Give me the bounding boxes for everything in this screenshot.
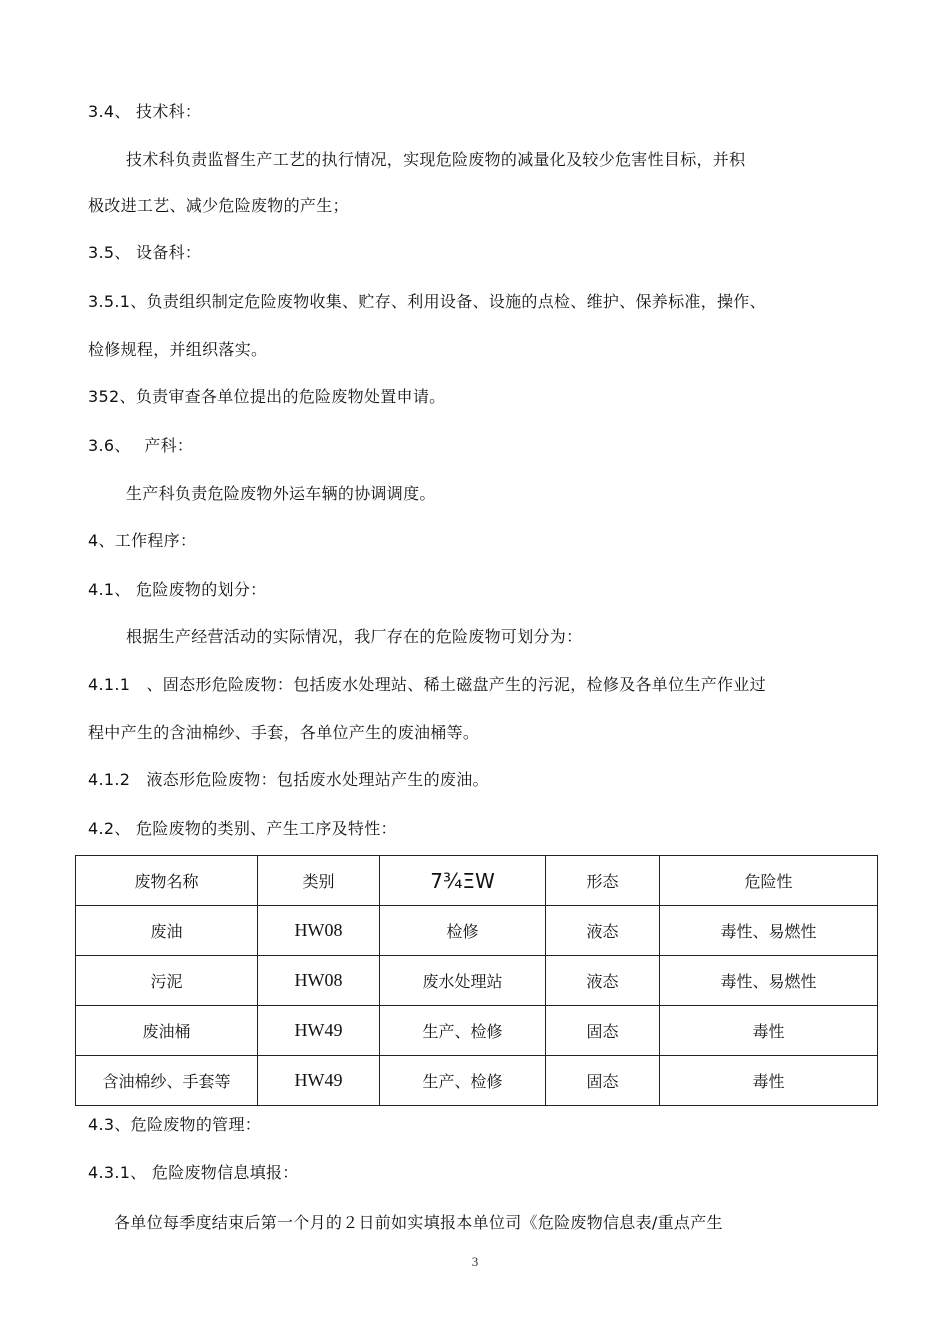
- table-cell: HW49: [258, 1006, 380, 1056]
- table-cell: 毒性、易燃性: [660, 956, 878, 1006]
- section-heading-4: 4、工作程序：: [88, 531, 197, 550]
- table-cell: 毒性: [660, 1006, 878, 1056]
- table-row: [76, 906, 878, 956]
- table-header-row: [76, 856, 878, 906]
- table-cell: 检修: [380, 906, 546, 956]
- header-cell: 危险性: [660, 856, 878, 906]
- paragraph-text: 4.1.2 液态形危险废物：包括废水处理站产生的废油。: [88, 770, 489, 789]
- section-heading-4-2: 4.2、 危险废物的类别、产生工序及特性：: [88, 819, 397, 838]
- header-cell: 7¾ΞW: [380, 856, 546, 906]
- table-cell: 生产、检修: [380, 1056, 546, 1106]
- header-cell: 形态: [546, 856, 660, 906]
- table-cell: 液态: [546, 956, 660, 1006]
- table-cell: 固态: [546, 1056, 660, 1106]
- page-number: 3: [471, 1254, 479, 1269]
- table-cell: 废油: [76, 906, 258, 956]
- paragraph-text: 程中产生的含油棉纱、手套，各单位产生的废油桶等。: [88, 723, 480, 742]
- table-cell: HW08: [258, 906, 380, 956]
- table-row: [76, 956, 878, 1006]
- section-heading-4-3-1: 4.3.1、 危险废物信息填报：: [88, 1163, 299, 1182]
- paragraph-text: 各单位每季度结束后第一个月的２日前如实填报本单位司《危险废物信息表/重点产生: [114, 1213, 723, 1232]
- paragraph-text: 352、负责审查各单位提出的危险废物处置申请。: [88, 387, 446, 406]
- section-heading-4-1: 4.1、 危险废物的划分：: [88, 580, 267, 599]
- table-cell: 固态: [546, 1006, 660, 1056]
- section-heading-3-5: 3.5、 设备科：: [88, 243, 202, 262]
- paragraph-text: 技术科负责监督生产工艺的执行情况，实现危险废物的减量化及较少危害性目标，并积: [126, 150, 746, 169]
- table-cell: 含油棉纱、手套等: [76, 1056, 258, 1106]
- paragraph-text: 生产科负责危险废物外运车辆的协调调度。: [126, 484, 436, 503]
- table-cell: 毒性、易燃性: [660, 906, 878, 956]
- section-heading-3-6: 3.6、 产科：: [88, 436, 194, 455]
- section-heading-3-4: 3.4、 技术科：: [88, 102, 202, 121]
- paragraph-text: 根据生产经营活动的实际情况，我厂存在的危险废物可划分为：: [126, 627, 583, 646]
- hazardous-waste-table: [75, 855, 878, 1106]
- table-cell: 生产、检修: [380, 1006, 546, 1056]
- table-row: [76, 1006, 878, 1056]
- paragraph-text: 检修规程，并组织落实。: [88, 340, 268, 359]
- section-heading-4-3: 4.3、危险废物的管理：: [88, 1115, 262, 1134]
- table-cell: 废水处理站: [380, 956, 546, 1006]
- header-cell: 废物名称: [76, 856, 258, 906]
- table-cell: 污泥: [76, 956, 258, 1006]
- table-cell: HW08: [258, 956, 380, 1006]
- table-row: [76, 1056, 878, 1106]
- header-cell: 类别: [258, 856, 380, 906]
- paragraph-text: 4.1.1 、固态形危险废物：包括废水处理站、稀土磁盘产生的污泥，检修及各单位生产作业过: [88, 675, 766, 694]
- paragraph-text: 极改进工艺、减少危险废物的产生；: [88, 196, 349, 215]
- paragraph-text: 3.5.1、负责组织制定危险废物收集、贮存、利用设备、设施的点检、维护、保养标准，操作、: [88, 292, 766, 311]
- table-cell: 废油桶: [76, 1006, 258, 1056]
- table-cell: 毒性: [660, 1056, 878, 1106]
- table-cell: 液态: [546, 906, 660, 956]
- table-cell: HW49: [258, 1056, 380, 1106]
